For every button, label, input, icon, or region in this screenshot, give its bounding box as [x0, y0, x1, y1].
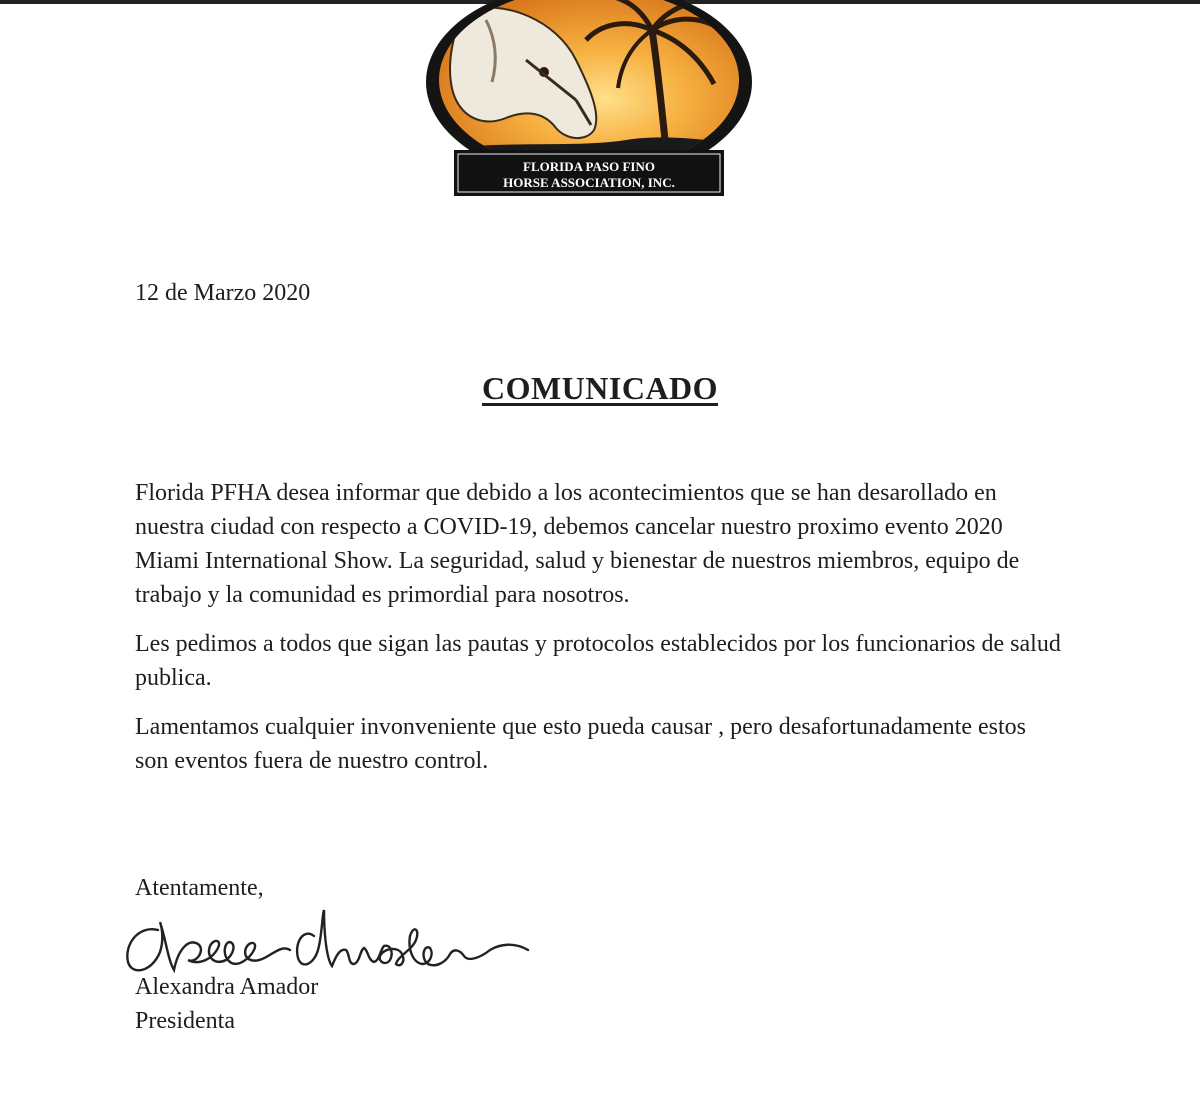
logo-text-line1: FLORIDA PASO FINO	[523, 159, 655, 174]
body-paragraph: Les pedimos a todos que sigan las pautas y protocolos establecidos por los funcionarios de salud publica.	[135, 631, 1061, 691]
letter-closing: Atentamente,	[135, 875, 264, 901]
letter-body	[135, 476, 1065, 793]
letter-title: COMUNICADO	[481, 370, 719, 406]
letter-date: 12 de Marzo 2020	[135, 280, 311, 306]
body-paragraph: Lamentamos cualquier invonveniente que esto pueda causar , pero desafortunadamente estos son eventos fuera de nuestro control.	[135, 714, 1026, 774]
body-paragraph: Florida PFHA desea informar que debido a los acontecimientos que se han desarollado en nuestra ciudad con respecto a COVID-19, debemos cancelar nuestro proximo evento 2020 Miami International Show. La seguridad, salud y bienestar de nuestros miembros, equipo de trabajo y la comunidad es primordial para nosotros.	[135, 480, 1020, 608]
signer-name: Alexandra Amador	[135, 974, 319, 1000]
association-logo	[426, 0, 752, 206]
handwritten-signature	[118, 900, 558, 985]
logo-text-line2: HORSE ASSOCIATION, INC.	[503, 175, 675, 190]
signer-title: Presidenta	[135, 1008, 235, 1034]
